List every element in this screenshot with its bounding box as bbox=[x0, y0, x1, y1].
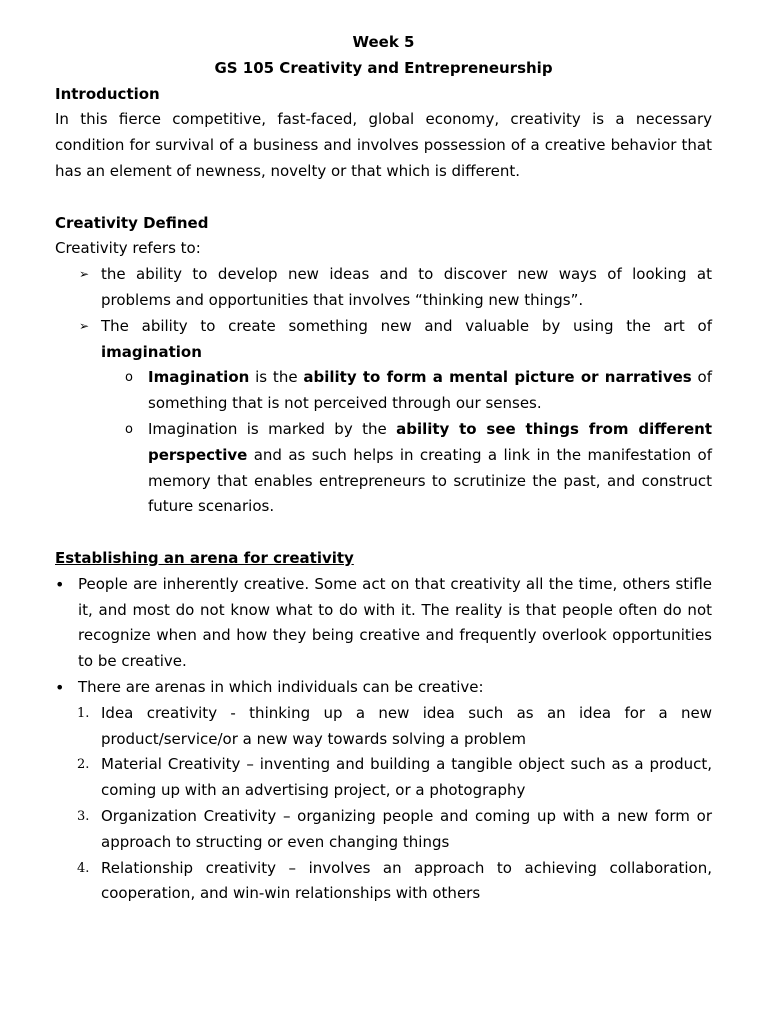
imagination-bold: Imagination bbox=[148, 368, 250, 387]
arena-bullet bbox=[55, 572, 712, 675]
creativity-lead: Creativity refers to: bbox=[55, 239, 201, 258]
numbered-item bbox=[55, 804, 712, 856]
document-page bbox=[55, 0, 712, 907]
definition-item bbox=[55, 262, 712, 314]
imagination-text: Imagination is marked by the bbox=[148, 419, 397, 438]
numbered-item bbox=[55, 752, 712, 804]
week-title: Week 5 bbox=[352, 33, 415, 51]
definition-text: The ability to create something new and valuable by using the art of bbox=[101, 316, 712, 335]
circle-bullet-icon: o bbox=[125, 370, 133, 386]
numbered-text: Relationship creativity – involves an approach to achieving collaboration, cooperation, and win-win relationships with others bbox=[101, 858, 712, 903]
imagination-bold: ability to see things from different perspective bbox=[148, 419, 712, 464]
arena-bullet bbox=[55, 675, 712, 701]
imagination-item bbox=[55, 417, 712, 520]
dot-bullet-icon: • bbox=[55, 574, 65, 594]
circle-bullet-icon: o bbox=[125, 421, 133, 437]
arena-heading: Establishing an arena for creativity bbox=[55, 548, 354, 567]
numbered-text: Material Creativity – inventing and building a tangible object such as a product, coming up with an advertising project, or a photography bbox=[101, 755, 712, 800]
imagination-text: is the bbox=[249, 368, 304, 387]
list-number: 3. bbox=[77, 808, 90, 824]
course-title: GS 105 Creativity and Entrepreneurship bbox=[214, 58, 553, 77]
creativity-defined-heading: Creativity Defined bbox=[55, 213, 209, 232]
list-number: 2. bbox=[77, 757, 90, 773]
imagination-item bbox=[55, 365, 712, 417]
list-number: 1. bbox=[77, 705, 90, 721]
intro-heading: Introduction bbox=[55, 84, 160, 103]
arena-bullet-text: There are arenas in which individuals can be creative: bbox=[78, 677, 484, 696]
definition-item bbox=[55, 314, 712, 366]
numbered-item bbox=[55, 701, 712, 753]
definition-bold: imagination bbox=[101, 342, 202, 361]
arrow-bullet-icon: ➢ bbox=[79, 267, 90, 282]
numbered-text: Idea creativity - thinking up a new idea such as an idea for a new product/service/or a new way towards solving a problem bbox=[101, 703, 712, 748]
imagination-text: and as such helps in creating a link in the manifestation of memory that enables entrepreneurs to scrutinize the past, and construct future scenarios. bbox=[148, 445, 712, 516]
dot-bullet-icon: • bbox=[55, 677, 65, 697]
arrow-bullet-icon: ➢ bbox=[79, 318, 90, 333]
arena-bullet-text: People are inherently creative. Some act on that creativity all the time, others stifle it, and most do not know what to do with it. The reality is that people often do not recognize when and how they being creative and frequently overlook opportunities to be creative. bbox=[78, 574, 712, 671]
imagination-bold: ability to form a mental picture or narratives bbox=[303, 368, 692, 387]
numbered-item bbox=[55, 856, 712, 908]
list-number: 4. bbox=[77, 860, 90, 876]
definition-text: the ability to develop new ideas and to discover new ways of looking at problems and opportunities that involves “thinking new things”. bbox=[101, 265, 712, 309]
numbered-text: Organization Creativity – organizing people and coming up with a new form or approach to structing or even changing things bbox=[101, 806, 712, 851]
imagination-text: of something that is not perceived through our senses. bbox=[148, 368, 712, 413]
intro-paragraph: In this fierce competitive, fast-faced, global economy, creativity is a necessary condition for survival of a business and involves possession of a creative behavior that has an element of newness, novelty or that which is different. bbox=[55, 110, 712, 180]
